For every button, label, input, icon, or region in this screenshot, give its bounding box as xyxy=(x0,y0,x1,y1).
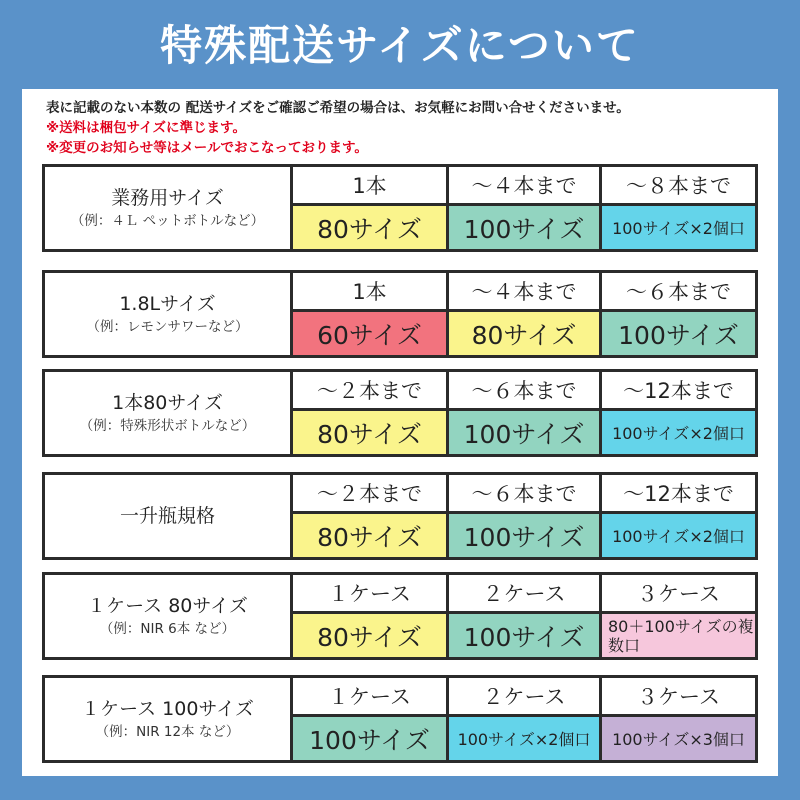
header-cell: 〜６本まで xyxy=(602,273,755,309)
category-name: １ケース 80サイズ xyxy=(87,595,248,617)
size-cell: 100サイズ xyxy=(449,411,599,454)
header-cell: １ケース xyxy=(293,575,446,611)
size-cell: 100サイズ xyxy=(449,514,599,557)
size-cell: 100サイズ×2個口 xyxy=(602,206,755,249)
size-cell: 100サイズ×2個口 xyxy=(449,717,599,760)
row-label xyxy=(45,575,290,657)
note-shipping-fee: ※送料は梱包サイズに準じます。 xyxy=(46,120,246,136)
size-cell: 80サイズ xyxy=(293,514,446,557)
header-cell: 〜２本まで xyxy=(293,372,446,408)
header-cell: ３ケース xyxy=(602,575,755,611)
category-name: １ケース 100サイズ xyxy=(81,698,254,720)
category-example: （例：NIR 6本 など） xyxy=(99,621,236,637)
category-example: （例：レモンサワーなど） xyxy=(86,319,249,335)
notes-block xyxy=(46,98,766,158)
category-name: 一升瓶規格 xyxy=(119,505,215,527)
header-cell: ２ケース xyxy=(449,678,599,714)
category-name: 1.8Lサイズ xyxy=(119,293,216,315)
header-cell: 〜２本まで xyxy=(293,475,446,511)
row-label xyxy=(45,678,290,760)
header-cell: ３ケース xyxy=(602,678,755,714)
size-cell: 100サイズ xyxy=(449,614,599,657)
header-cell: 〜６本まで xyxy=(449,372,599,408)
size-table-business xyxy=(42,164,758,252)
size-cell: 60サイズ xyxy=(293,312,446,355)
size-cell: 100サイズ xyxy=(602,312,755,355)
row-label xyxy=(45,372,290,454)
size-table-isshobin xyxy=(42,472,758,560)
header-cell: 〜12本まで xyxy=(602,372,755,408)
row-label xyxy=(45,475,290,557)
size-cell: 80＋100サイズの複数口 xyxy=(602,614,755,657)
size-cell: 100サイズ×3個口 xyxy=(602,717,755,760)
header-cell: 〜６本まで xyxy=(449,475,599,511)
size-table-80-per-bottle xyxy=(42,369,758,457)
note-main: 表に記載のない本数の 配送サイズをご確認ご希望の場合は、お気軽にお問い合せくださいませ。 xyxy=(46,100,630,116)
header-cell: 1本 xyxy=(293,167,446,203)
size-table-case-80 xyxy=(42,572,758,660)
size-cell: 80サイズ xyxy=(293,411,446,454)
category-example: （例：NIR 12本 など） xyxy=(95,724,240,740)
size-cell: 100サイズ xyxy=(449,206,599,249)
header-cell: 〜４本まで xyxy=(449,167,599,203)
size-cell: 80サイズ xyxy=(449,312,599,355)
header-cell: 〜４本まで xyxy=(449,273,599,309)
header-cell: 〜12本まで xyxy=(602,475,755,511)
size-cell: 80サイズ xyxy=(293,206,446,249)
note-change-notice: ※変更のお知らせ等はメールでおこなっております。 xyxy=(46,140,368,156)
row-label xyxy=(45,273,290,355)
header-cell: １ケース xyxy=(293,678,446,714)
size-cell: 80サイズ xyxy=(293,614,446,657)
row-label xyxy=(45,167,290,249)
size-cell: 100サイズ xyxy=(293,717,446,760)
category-example: （例：特殊形状ボトルなど） xyxy=(79,418,256,434)
header-cell: ２ケース xyxy=(449,575,599,611)
category-name: 1本80サイズ xyxy=(112,392,223,414)
header-cell: 1本 xyxy=(293,273,446,309)
category-example: （例：４Ｌ ペットボトルなど） xyxy=(70,213,265,229)
size-table-case-100 xyxy=(42,675,758,763)
size-table-1-8l xyxy=(42,270,758,358)
size-cell: 100サイズ×2個口 xyxy=(602,411,755,454)
page-title: 特殊配送サイズについて xyxy=(160,21,640,70)
size-cell: 100サイズ×2個口 xyxy=(602,514,755,557)
category-name: 業務用サイズ xyxy=(111,187,224,209)
header-cell: 〜８本まで xyxy=(602,167,755,203)
